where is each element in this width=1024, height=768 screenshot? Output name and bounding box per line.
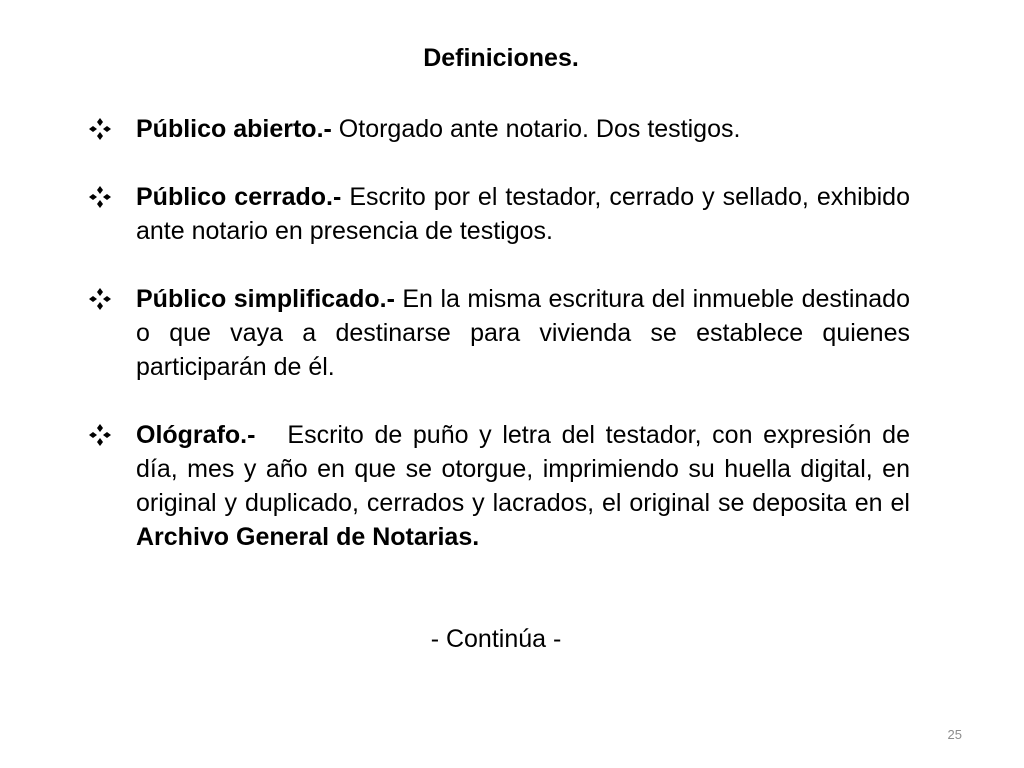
four-diamond-bullet-icon <box>88 117 112 141</box>
list-item-publico-abierto <box>88 112 910 146</box>
list-item-publico-cerrado <box>88 180 910 248</box>
definitions-list <box>88 112 917 588</box>
bullet-text: Otorgado ante notario. Dos testigos. <box>331 115 741 143</box>
continua-label: - Continúa - <box>430 625 562 653</box>
bullet-term: Público cerrado.- <box>136 183 342 211</box>
bullet-emphasis: Archivo General de Notarias. <box>136 523 480 551</box>
page-number: 25 <box>947 727 962 742</box>
bullet-term: Ológrafo.- <box>136 421 256 449</box>
bullet-term: Público abierto.- <box>136 115 332 143</box>
four-diamond-bullet-icon <box>88 185 112 209</box>
bullet-text: Escrito por el testador, cerrado y sellado, exhibido ante notario en presencia de testigos. <box>136 183 910 245</box>
slide-title: Definiciones. <box>423 44 579 72</box>
four-diamond-bullet-icon <box>88 423 112 447</box>
four-diamond-bullet-icon <box>88 287 112 311</box>
bullet-term: Público simplificado.- <box>136 285 395 313</box>
bullet-text: Escrito de puño y letra del testador, con expresión de día, mes y año en que se otorgue, imprimiendo su huella digital, en original y duplicado, cerrados y lacrados, el original se deposita en el <box>136 421 917 517</box>
list-item-olografo <box>88 418 917 554</box>
bullet-text: En la misma escritura del inmueble destinado o que vaya a destinarse para vivienda se establece quienes participarán de él. <box>136 285 910 381</box>
list-item-publico-simplificado <box>88 282 910 384</box>
